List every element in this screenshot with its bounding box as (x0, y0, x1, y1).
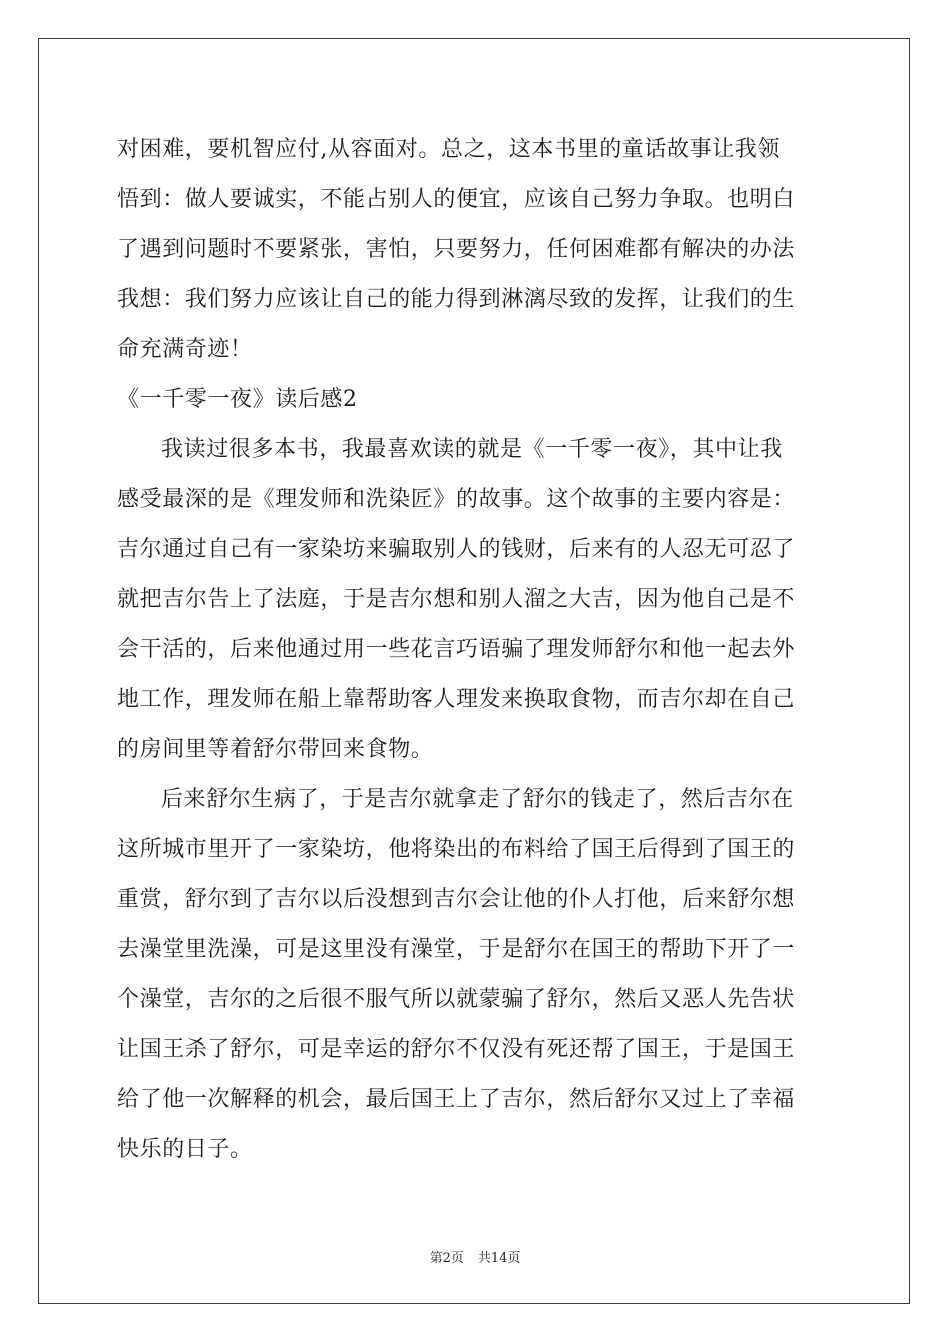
text-line: 让国王杀了舒尔，可是幸运的舒尔不仅没有死还帮了国王，于是国王 (117, 1037, 796, 1062)
text-line: 后来舒尔生病了，于是吉尔就拿走了舒尔的钱走了，然后吉尔在 (161, 787, 794, 812)
text-line: 去澡堂里洗澡，可是这里没有澡堂，于是舒尔在国王的帮助下开了一 (117, 937, 796, 962)
paragraph-continued (117, 125, 837, 375)
paragraph (117, 425, 837, 775)
text-line: 感受最深的是《理发师和洗染匠》的故事。这个故事的主要内容是： (117, 487, 796, 512)
text-line: 会干活的，后来他通过用一些花言巧语骗了理发师舒尔和他一起去外 (117, 637, 796, 662)
text-line: 重赏，舒尔到了吉尔以后没想到吉尔会让他的仆人打他，后来舒尔想 (117, 887, 796, 912)
page-total: 共14页 (477, 1251, 521, 1266)
text-line: 我读过很多本书，我最喜欢读的就是《一千零一夜》，其中让我 (161, 437, 783, 462)
section-heading: 《一千零一夜》读后感2 (117, 387, 358, 412)
page-footer (0, 1247, 950, 1266)
text-line: 个澡堂，吉尔的之后很不服气所以就蒙骗了舒尔，然后又恶人先告状 (117, 987, 796, 1012)
paragraph (117, 775, 837, 1175)
text-line: 了遇到问题时不要紧张，害怕，只要努力，任何困难都有解决的办法 (117, 237, 796, 262)
text-line: 悟到：做人要诚实，不能占别人的便宜，应该自己努力争取。也明白 (117, 187, 796, 212)
page-number: 第2页 (429, 1251, 464, 1266)
text-line: 对困难，要机智应付,从容面对。总之，这本书里的童话故事让我领 (117, 137, 780, 162)
text-line: 这所城市里开了一家染坊，他将染出的布料给了国王后得到了国王的 (117, 837, 796, 862)
text-line: 我想：我们努力应该让自己的能力得到淋漓尽致的发挥，让我们的生 (117, 287, 796, 312)
text-line: 给了他一次解释的机会，最后国王上了吉尔，然后舒尔又过上了幸福 (117, 1087, 796, 1112)
text-line: 快乐的日子。 (117, 1137, 253, 1162)
text-line: 的房间里等着舒尔带回来食物。 (117, 737, 434, 762)
text-line: 地工作，理发师在船上靠帮助客人理发来换取食物，而吉尔却在自己 (117, 687, 796, 712)
text-line: 就把吉尔告上了法庭，于是吉尔想和别人溜之大吉，因为他自己是不 (117, 587, 796, 612)
text-line: 吉尔通过自己有一家染坊来骗取别人的钱财，后来有的人忍无可忍了 (117, 537, 796, 562)
document-body (117, 125, 837, 1175)
text-line: 命充满奇迹！ (117, 337, 253, 362)
